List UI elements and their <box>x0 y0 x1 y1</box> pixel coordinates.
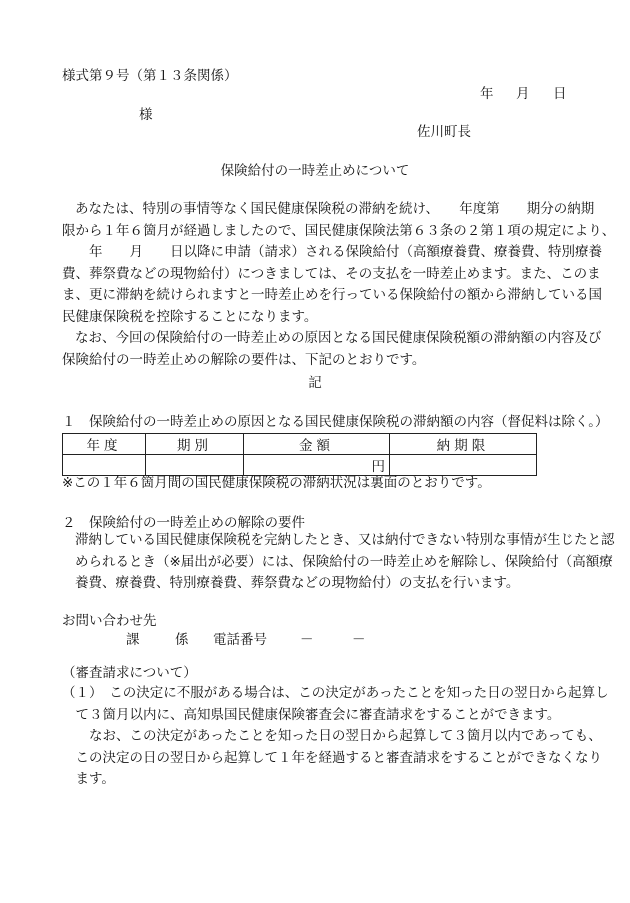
contact-phone-label: 電話番号 <box>213 632 267 648</box>
body-line: なお、この決定があったことを知った日の翌日から起算して３箇月以内であっても、 <box>62 728 602 744</box>
body-line: この決定の日の翌日から起算して１年を経過すると審査請求をすることができなくなり <box>62 749 602 766</box>
issuer: 佐川町長 <box>417 124 471 140</box>
body-line: 養費、療養費、特別療養費、葬祭費などの現物給付）の支払を行います。 <box>75 575 520 591</box>
header-due-date: 納期限 <box>390 434 537 455</box>
body-line: められるとき（※届出が必要）には、保険給付の一時差止めを解除し、保険給付（高額療 <box>75 553 613 570</box>
body-line: 民健康保険税を控除することになります。 <box>62 308 318 325</box>
contact-phone-dash-1: － <box>300 632 314 648</box>
table-row <box>63 455 537 476</box>
body-line: ます。 <box>62 771 115 787</box>
header-fiscal-year: 年度 <box>63 434 146 455</box>
arrears-table <box>62 433 537 476</box>
body-line: 年 月 日以降に申請（請求）される保険給付（高額療養費、療養費、特別療養 <box>62 244 602 260</box>
body-line: 費、葬祭費などの現物給付）につきましては、その支払を一時差止めます。また、このま <box>62 265 601 282</box>
review-heading: （審査請求について） <box>62 665 197 681</box>
contact-ka: 課 <box>126 632 140 648</box>
section1-heading: １ 保険給付の一時差止めの原因となる国民健康保険税の滞納額の内容（督促料は除く。） <box>62 414 609 430</box>
body-line: 滞納している国民健康保険税を完納したとき、又は納付できない特別な事情が生じたと認 <box>75 532 615 548</box>
ki-heading: 記 <box>308 375 322 391</box>
section1-note: ※この１年６箇月間の国民健康保険税の滞納状況は裏面のとおりです。 <box>62 475 491 491</box>
body-line: あなたは、特別の事情等なく国民健康保険税の滞納を続け、 年度第 期分の納期 <box>75 201 595 217</box>
body-line: 限から１年６箇月が経過しましたので、国民健康保険法第６３条の２第１項の規定により、 <box>62 222 616 239</box>
cell-due-date <box>390 455 537 476</box>
header-period: 期別 <box>146 434 244 455</box>
body-line: て３箇月以内に、高知県国民健康保険審査会に審査請求をすることができます。 <box>62 706 561 723</box>
body-line: ま、更に滞納を続けられますと一時差止めを行っている保険給付の額から滞納している国 <box>62 287 602 303</box>
body-paragraph-1 <box>62 199 616 328</box>
body-line: （１） この決定に不服がある場合は、この決定があったことを知った日の翌日から起算し <box>62 685 609 701</box>
contact-phone-dash-2: － <box>352 632 366 648</box>
body-line: なお、今回の保険給付の一時差止めの原因となる国民健康保険税額の滞納額の内容及び <box>75 330 602 346</box>
review-item-1 <box>62 683 609 791</box>
body-paragraph-2 <box>62 328 602 371</box>
date-day-label: 日 <box>553 86 567 102</box>
date-month-label: 月 <box>516 86 530 102</box>
cell-fiscal-year <box>63 455 146 476</box>
table-header-row <box>63 434 537 455</box>
section2-body <box>75 530 615 595</box>
cell-amount: 円 <box>244 455 390 476</box>
body-line: 保険給付の一時差止めの解除の要件は、下記のとおりです。 <box>62 351 426 368</box>
addressee-suffix: 様 <box>139 107 153 123</box>
cell-period <box>146 455 244 476</box>
form-number: 様式第９号（第１３条関係） <box>62 68 238 84</box>
contact-label: お問い合わせ先 <box>62 613 157 629</box>
document-title: 保険給付の一時差止めについて <box>220 163 410 179</box>
header-amount: 金額 <box>244 434 390 455</box>
section2-heading: ２ 保険給付の一時差止めの解除の要件 <box>62 515 305 531</box>
contact-kakari: 係 <box>175 632 189 648</box>
date-year-label: 年 <box>480 86 494 102</box>
